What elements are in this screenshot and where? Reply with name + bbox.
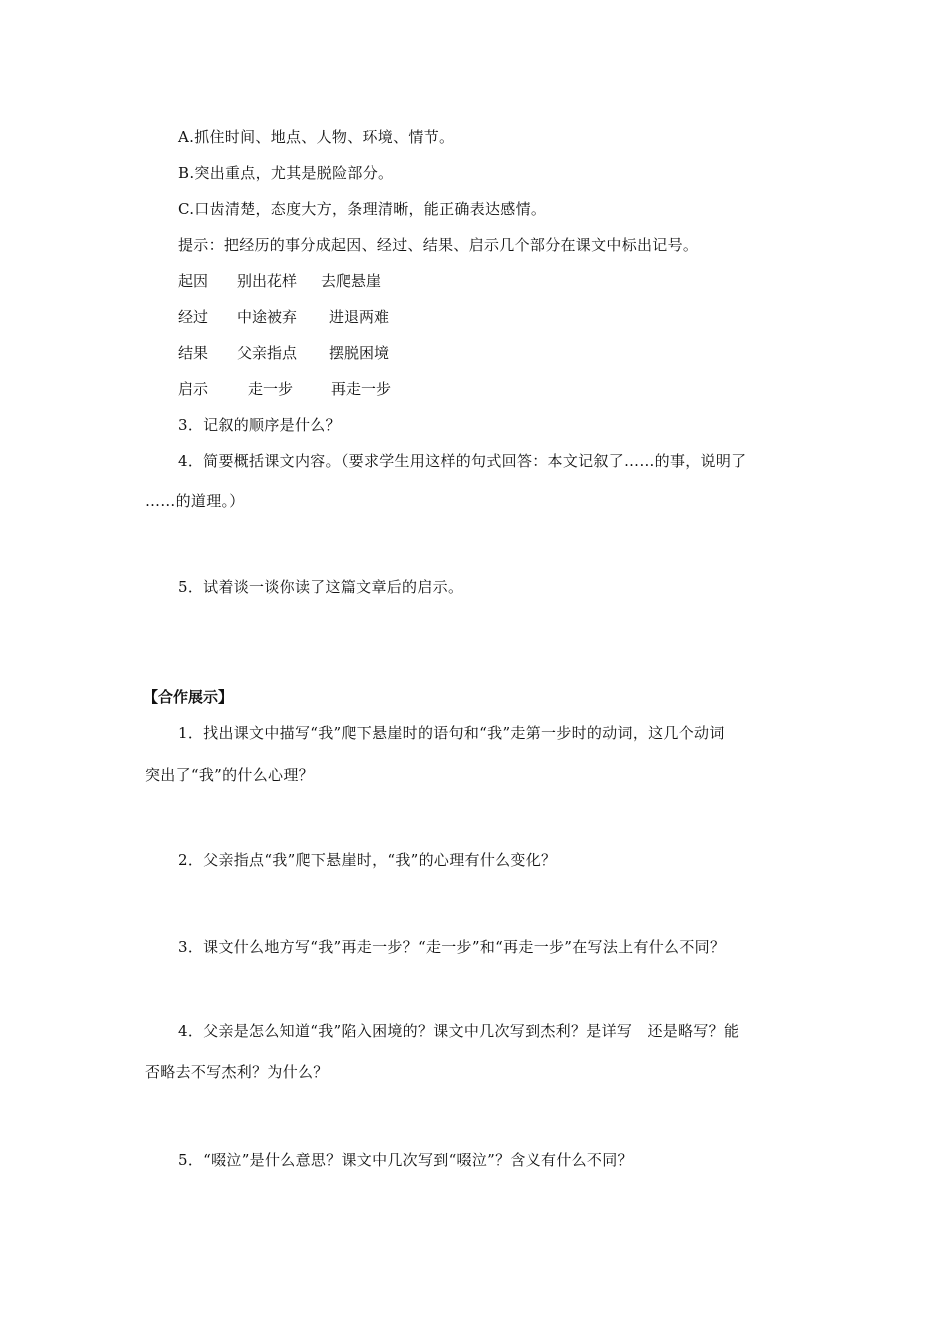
- coop-question-4-line-1: 4．父亲是怎么知道“我”陷入困境的？课文中几次写到杰利？是详写 还是略写？能: [178, 1022, 740, 1040]
- structure-part-b: 摆脱困境: [329, 344, 390, 362]
- structure-part-a: 中途被弃: [237, 308, 298, 326]
- coop-question-3: 3．课文什么地方写“我”再走一步？“走一步”和“再走一步”在写法上有什么不同？: [178, 938, 726, 956]
- hint-text: 提示：把经历的事分成起因、经过、结果、启示几个部分在课文中标出记号。: [178, 236, 699, 254]
- structure-label: 经过: [178, 308, 209, 326]
- question-4-line-1: 4．简要概括课文内容。（要求学生用这样的句式回答：本文记叙了……的事，说明了: [178, 452, 747, 470]
- structure-part-b: 再走一步: [331, 380, 392, 398]
- coop-question-1-line-1: 1．找出课文中描写“我”爬下悬崖时的语句和“我”走第一步时的动词，这几个动词: [178, 724, 725, 742]
- structure-part-a: 别出花样: [237, 272, 298, 290]
- question-3: 3．记叙的顺序是什么？: [178, 416, 341, 434]
- structure-part-a: 父亲指点: [237, 344, 298, 362]
- structure-label: 启示: [178, 380, 209, 398]
- structure-label: 起因: [178, 272, 209, 290]
- requirement-b: B.突出重点，尤其是脱险部分。: [178, 164, 394, 182]
- structure-label: 结果: [178, 344, 209, 362]
- section-title: 【合作展示】: [143, 688, 234, 706]
- requirement-a: A.抓住时间、地点、人物、环境、情节。: [178, 128, 455, 146]
- question-5: 5．试着谈一谈你读了这篇文章后的启示。: [178, 578, 464, 596]
- structure-part-b: 去爬悬崖: [321, 272, 382, 290]
- question-4-line-2: ……的道理。）: [145, 492, 245, 510]
- requirement-c: C.口齿清楚，态度大方，条理清晰，能正确表达感情。: [178, 200, 547, 218]
- coop-question-4-line-2: 否略去不写杰利？为什么？: [145, 1063, 329, 1081]
- structure-part-a: 走一步: [248, 380, 294, 398]
- coop-question-2: 2．父亲指点“我”爬下悬崖时，“我”的心理有什么变化？: [178, 851, 557, 869]
- structure-part-b: 进退两难: [329, 308, 390, 326]
- coop-question-5: 5．“啜泣”是什么意思？课文中几次写到“啜泣”？含义有什么不同？: [178, 1151, 633, 1169]
- coop-question-1-line-2: 突出了“我”的什么心理？: [145, 766, 314, 784]
